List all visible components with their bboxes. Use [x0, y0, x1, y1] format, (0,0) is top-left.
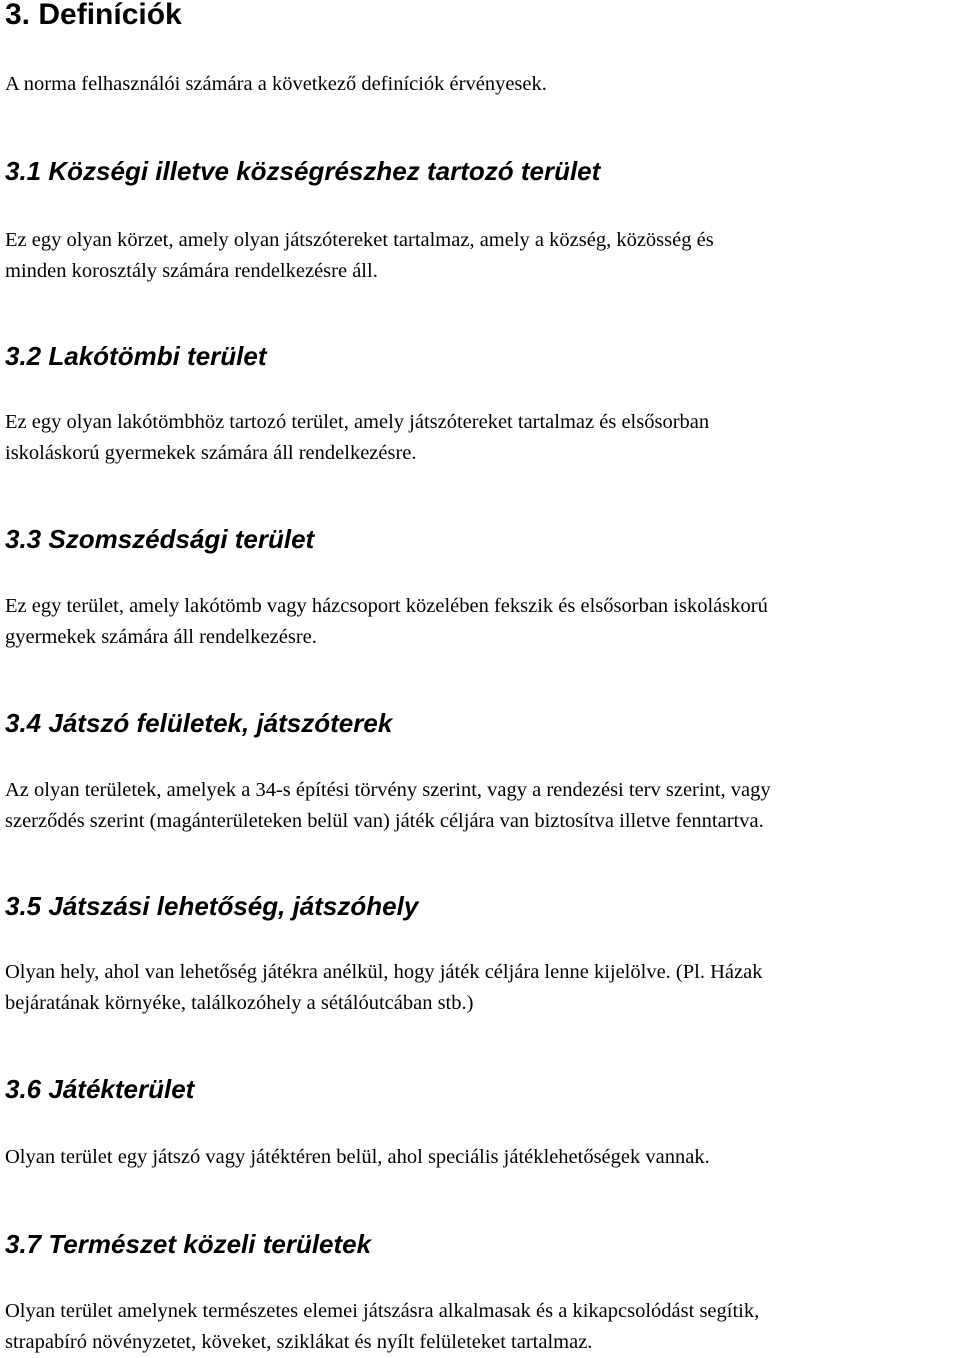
section-heading-3-5: 3.5 Játszási lehetőség, játszóhely	[5, 891, 419, 921]
paragraph-line: Olyan hely, ahol van lehetőség játékra anélkül, hogy játék céljára lenne kijelölve. (Pl. Házak	[5, 961, 763, 983]
section-heading-3-4: 3.4 Játszó felületek, játszóterek	[5, 708, 393, 738]
section-paragraph-3-1	[5, 225, 957, 287]
section-heading-3-2: 3.2 Lakótömbi terület	[5, 341, 267, 371]
section-heading-3-3: 3.3 Szomszédsági terület	[5, 524, 315, 554]
section-paragraph-3-3	[5, 591, 957, 653]
paragraph-line: Az olyan területek, amelyek a 34-s építési törvény szerint, vagy a rendezési terv szerint, vagy	[5, 779, 771, 801]
section-heading-3-1: 3.1 Községi illetve községrészhez tartozó terület	[5, 156, 601, 186]
paragraph-line: iskoláskorú gyermekek számára áll rendelkezésre.	[5, 442, 417, 464]
document-title: 3. Definíciók	[5, 0, 182, 31]
paragraph-line: minden korosztály számára rendelkezésre áll.	[5, 260, 378, 282]
paragraph-line: Ez egy terület, amely lakótömb vagy házcsoport közelében fekszik és elsősorban iskoláskorú	[5, 595, 768, 617]
paragraph-line: Ez egy olyan körzet, amely olyan játszótereket tartalmaz, amely a község, közösség és	[5, 229, 714, 251]
section-paragraph-3-2	[5, 407, 957, 469]
intro-paragraph	[5, 69, 957, 100]
paragraph-line: gyermekek számára áll rendelkezésre.	[5, 626, 317, 648]
section-paragraph-3-7	[5, 1296, 957, 1358]
intro-line: A norma felhasználói számára a következő definíciók érvényesek.	[5, 73, 547, 95]
paragraph-line: szerződés szerint (magánterületeken belül van) játék céljára van biztosítva illetve fenntartva.	[5, 810, 764, 832]
section-paragraph-3-6	[5, 1142, 957, 1173]
paragraph-line: bejáratának környéke, találkozóhely a sétálóutcában stb.)	[5, 992, 474, 1014]
paragraph-line: Olyan terület egy játszó vagy játéktéren belül, ahol speciális játéklehetőségek vannak.	[5, 1146, 710, 1168]
paragraph-line: Olyan terület amelynek természetes elemei játszásra alkalmasak és a kikapcsolódást segítik,	[5, 1300, 760, 1322]
section-paragraph-3-5	[5, 957, 957, 1019]
section-paragraph-3-4	[5, 775, 957, 837]
paragraph-line: Ez egy olyan lakótömbhöz tartozó terület, amely játszótereket tartalmaz és elsősorban	[5, 411, 710, 433]
paragraph-line: strapabíró növényzetet, köveket, sziklákat és nyílt felületeket tartalmaz.	[5, 1331, 593, 1353]
section-heading-3-7: 3.7 Természet közeli területek	[5, 1229, 372, 1259]
section-heading-3-6: 3.6 Játékterület	[5, 1074, 195, 1104]
